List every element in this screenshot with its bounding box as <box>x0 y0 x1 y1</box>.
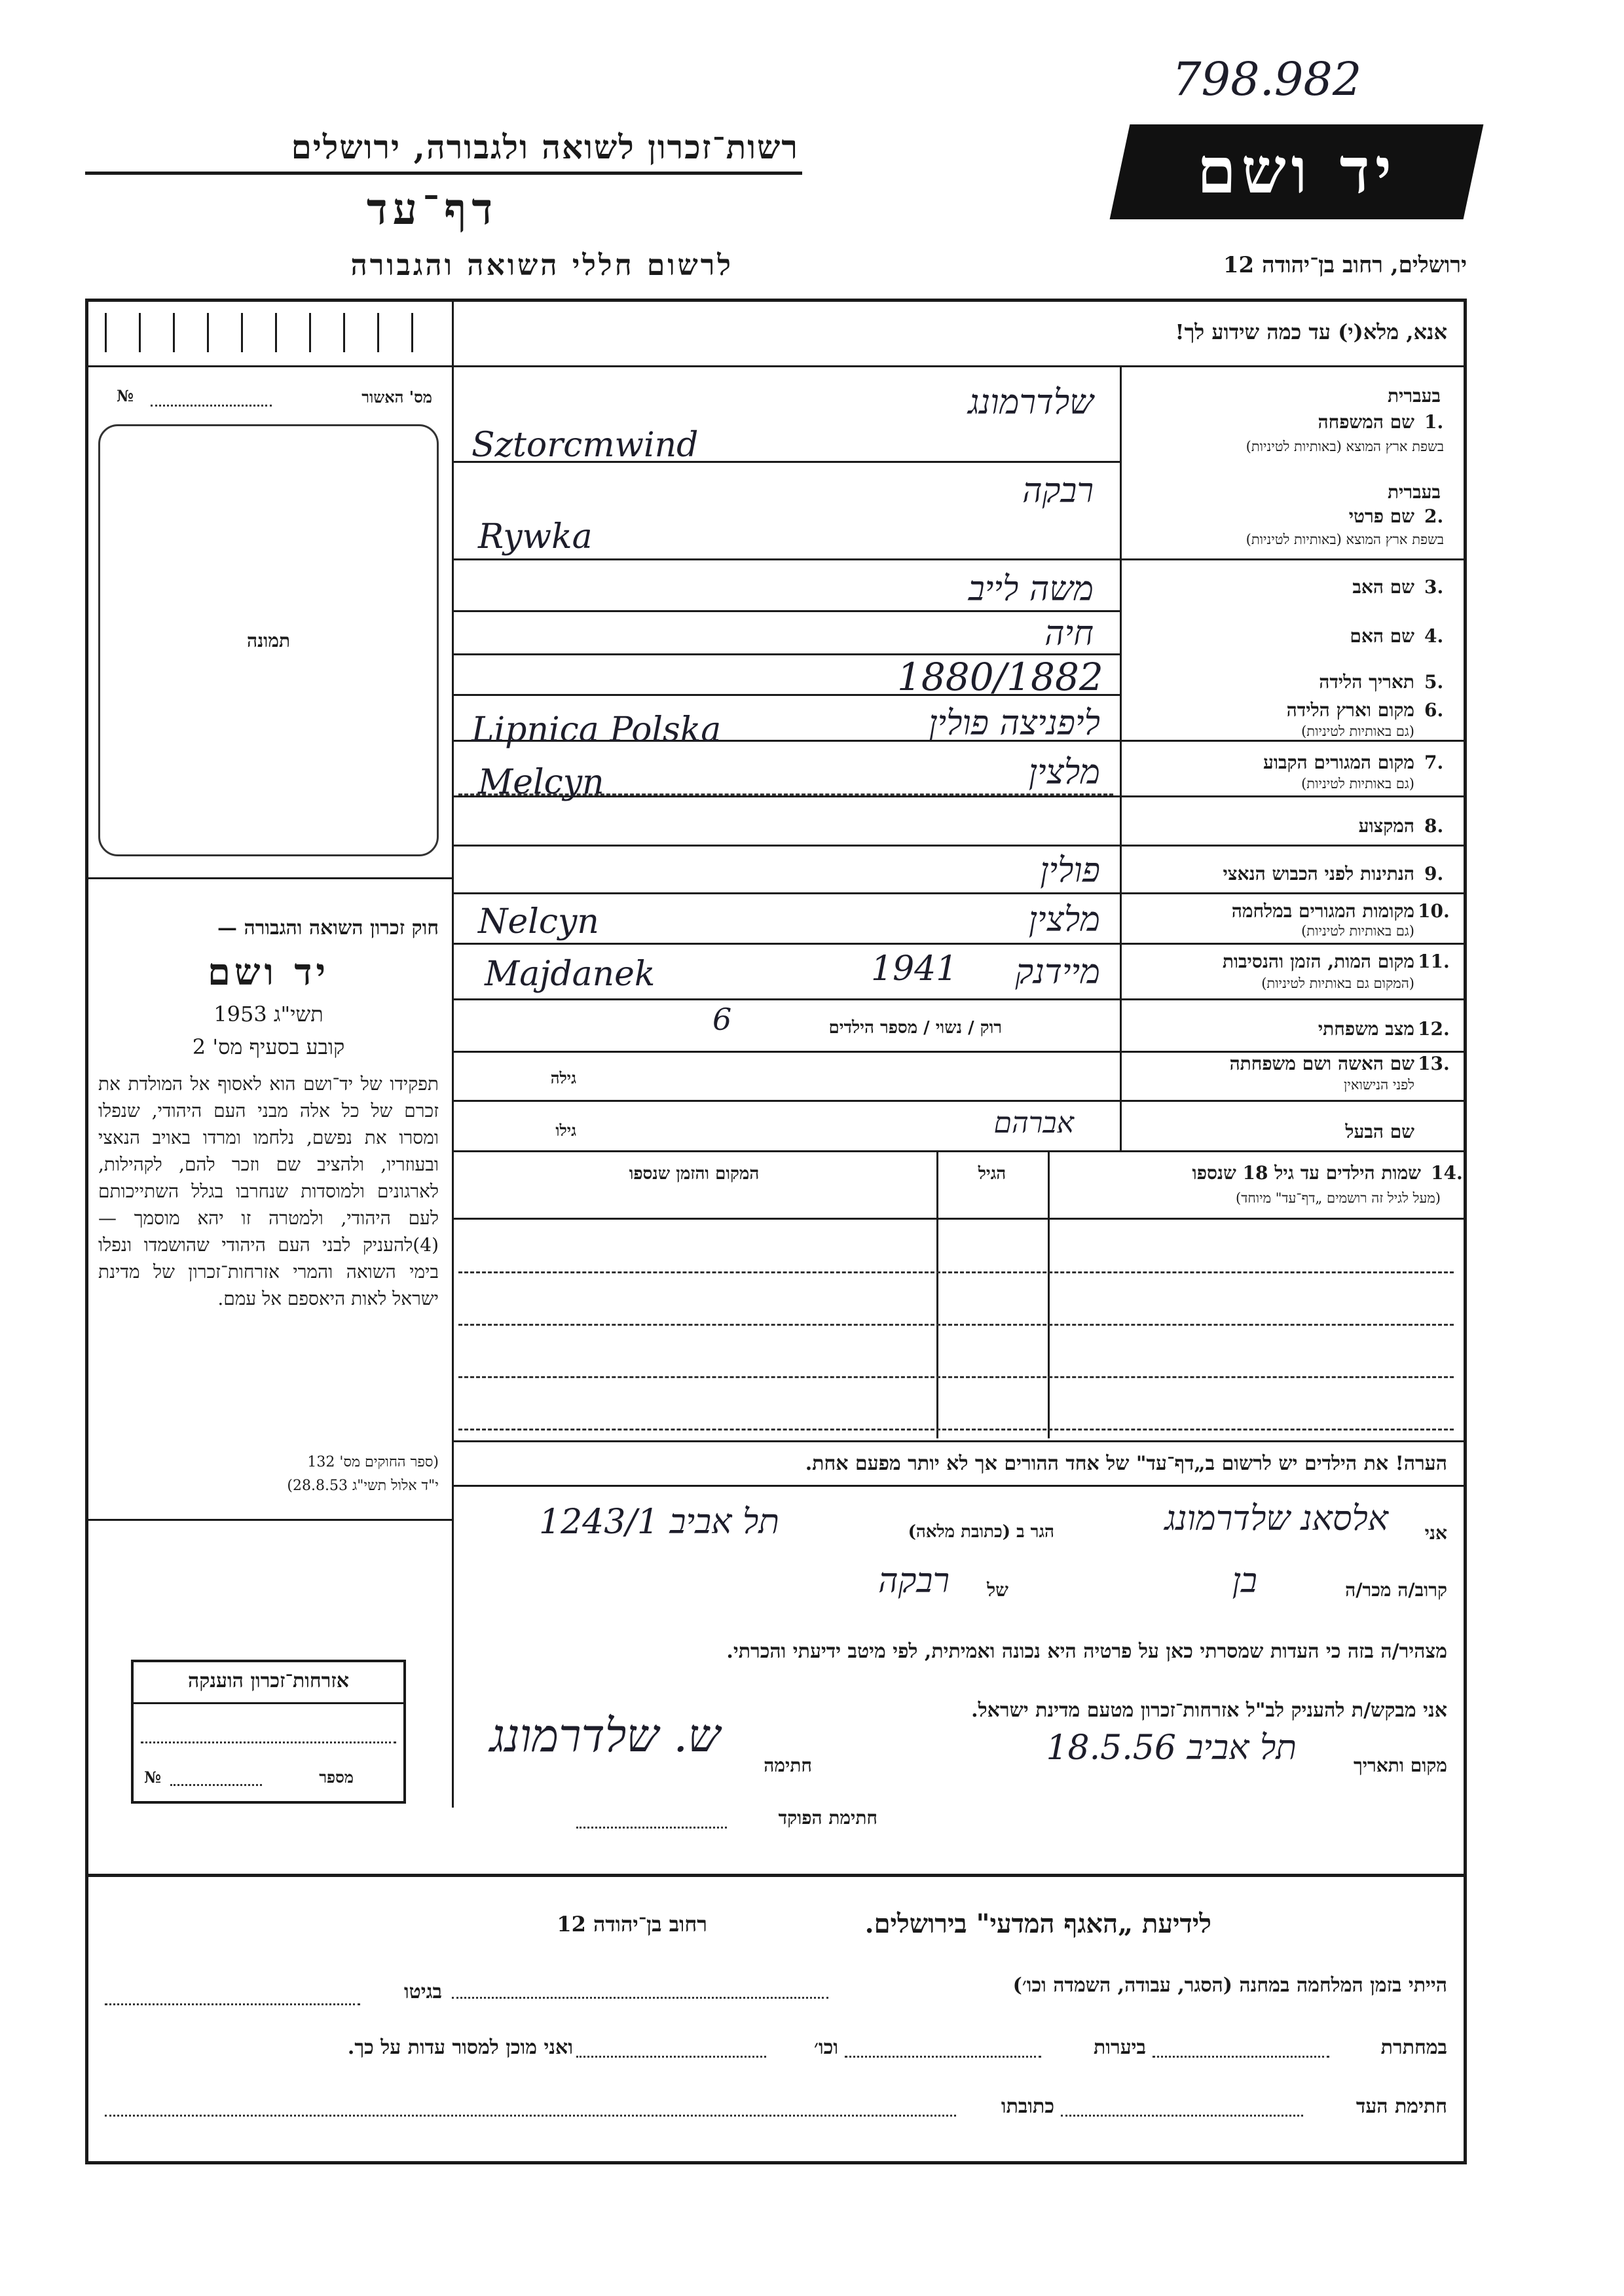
field1-label: שם המשפחה <box>1318 411 1414 433</box>
children-col-divider-2 <box>936 1150 938 1438</box>
field2-hebrew-tag: בעברית <box>1387 481 1441 503</box>
citizenship-number-label: מספר <box>319 1768 354 1787</box>
children-col-place: המקום והזמן שנספו <box>629 1164 760 1184</box>
field2-sub: בשפת ארץ המוצא (באותיות לטיניות) <box>1246 532 1444 547</box>
footer-line2-end: ואני מוכן למסור עדות על כך. <box>347 2036 573 2059</box>
field1-sub: בשפת ארץ המוצא (באותיות לטיניות) <box>1246 439 1444 454</box>
footer-address: רחוב בן־יהודה 12 <box>557 1912 707 1937</box>
field5-number: 5. <box>1424 671 1444 693</box>
field8-label: המקצוע <box>1358 815 1414 837</box>
authority-underline <box>85 172 802 175</box>
field2-number: 2. <box>1424 505 1444 527</box>
field1-hebrew-tag: בעברית <box>1387 385 1441 407</box>
law-name: יד ושם <box>207 951 330 994</box>
field4-number: 4. <box>1424 625 1444 647</box>
field11-value-latin: Majdanek <box>485 955 655 994</box>
field9-label: הנתינות לפני הכבוש הנאצי <box>1223 863 1414 884</box>
field12-options: רוק / נשוי / מספר הילדים <box>828 1018 1002 1038</box>
field9-value: פולין <box>1040 851 1100 890</box>
field13-label: שם האשה ושם משפחתה <box>1229 1053 1414 1074</box>
field12-label: מצב משפחתי <box>1318 1018 1414 1040</box>
field6-label: מקום וארץ הלידה <box>1286 699 1414 721</box>
declarant-address: תל אביב 1243/1 <box>538 1503 779 1542</box>
authority-name: רשות־זכרון לשואה ולגבורה, ירושלים <box>291 128 799 166</box>
place-date-label: מקום ותאריך <box>1353 1755 1447 1776</box>
law-body: תפקידו של יד־ושם הוא לאסוף אל המולדת את זכרם של כל אלה מבני העם היהודי, שנפלו ומסרו את נפשם, נלחמו ומרדו באויב הנאצי ובעוזריו, ולהציב שם וזכר להם, לקהילות, לארגונים ולמוסדות שנחרבו בגלל השתייכותם לעם היהודי, ולמטרה זו יהא מוסמך — (4)להעניק לבני העם היהודי שהושמדו ונפלו בימי השואה והמרי אזרחות־זכרון של מדינת ישראל לאות היאספם אל עמם. <box>98 1073 439 1309</box>
footer-line3-start: חתימת העד <box>1356 2095 1447 2118</box>
children-sub: (מעל לגיל זה רושמים „דף־עד" מיוחד) <box>1236 1190 1441 1206</box>
declarant-of-label: של <box>987 1579 1008 1601</box>
husband-label: שם הבעל <box>1345 1121 1414 1142</box>
request-text: אני מבקש/ת להעניק לב"ל אזרחות־זכרון מטעם מדינת ישראל. <box>971 1699 1447 1722</box>
field4-label: שם האם <box>1350 625 1414 647</box>
declarant-of: רבקה <box>878 1561 950 1601</box>
field10-value-latin: Nelcyn <box>478 902 599 941</box>
logo-text: יד ושם <box>1196 134 1397 208</box>
declarant-name: אלסאנ שלדרמונג <box>1164 1499 1388 1539</box>
note: הערה! את הילדים יש לרשום ב„דף־עד" של אחד ההורים אך לא יותר מפעם אחת. <box>805 1452 1447 1475</box>
husband-value: אברהם <box>993 1106 1074 1140</box>
law-heading: חוק זכרון השואה והגבורה — <box>217 917 439 939</box>
instructions-divider <box>85 365 1467 367</box>
field7-value-latin: Melcyn <box>478 763 604 802</box>
field11-sub: (המקום גם באותיות לטיניות) <box>1261 975 1414 991</box>
field6-value-hebrew: ליפניצה פולין <box>929 704 1100 743</box>
children-col-age: הגיל <box>978 1164 1006 1184</box>
declarant-relation-label: קרוב/ה מכר/ה <box>1345 1579 1447 1601</box>
law-box-bottom-line <box>85 1519 453 1521</box>
form-title: דף־עד <box>366 183 498 234</box>
declarant-relation: בן <box>1232 1561 1257 1601</box>
citizenship-no-sign: № <box>144 1768 162 1787</box>
officer-signature-label: חתימת הפוקד <box>778 1807 877 1829</box>
children-label: שמות הילדים עד גיל 18 שנספו <box>1192 1162 1421 1184</box>
field2-label: שם פרטי <box>1348 505 1414 527</box>
field13-number: 13. <box>1418 1053 1450 1074</box>
field7-value-hebrew: מלצין <box>1028 753 1100 792</box>
photo-label: תמונה <box>246 630 291 651</box>
field11-value-hebrew: מיידנק <box>1015 953 1100 992</box>
law-clause: קובע בסעיף מס' 2 <box>192 1034 345 1059</box>
address: ירושלים, רחוב בן־יהודה 12 <box>1223 252 1467 278</box>
field7-number: 7. <box>1424 752 1444 773</box>
field10-label: מקומות המגורים במלחמה <box>1231 900 1414 922</box>
field2-value-hebrew: רבקה <box>1022 471 1094 511</box>
field7-sub: (גם באותיות לטיניות) <box>1301 776 1414 792</box>
form-subtitle: לרשום חללי השואה והגבורה <box>350 249 733 282</box>
approval-no-sign: № <box>117 386 134 405</box>
field9-number: 9. <box>1424 863 1444 884</box>
footer-line2-start: במחתרת <box>1380 2036 1447 2059</box>
footer-title: לידיעת „האגף המדעי" בירושלים. <box>864 1908 1211 1939</box>
field4-value: חיה <box>1044 614 1094 653</box>
citizenship-title: אזרחות־זכרון הוענקה <box>187 1669 350 1692</box>
field3-label: שם האב <box>1352 576 1414 598</box>
signature-label: חתימה <box>764 1755 812 1776</box>
field13-sub: לפני הנישואין <box>1344 1077 1414 1093</box>
footer-line1-end: בגיטו <box>403 1980 442 2003</box>
law-year: תשי"ג 1953 <box>213 1002 323 1027</box>
field5-value: 1880/1882 <box>897 655 1103 699</box>
left-column-divider <box>452 299 454 1808</box>
field6-number: 6. <box>1424 699 1444 721</box>
footer-line3-mid: כתובתו <box>1001 2095 1054 2118</box>
instructions: אנא, מלא(י) עד כמה שידוע לך! <box>1175 319 1447 344</box>
field10-number: 10. <box>1418 900 1450 922</box>
declarant-signature: ש. שלדרמונג <box>489 1709 720 1762</box>
field1-value-latin: Sztorcmwind <box>471 426 699 465</box>
footer-divider <box>85 1874 1467 1877</box>
field6-sub: (גם באותיות לטיניות) <box>1301 723 1414 739</box>
footer-line2-mid2: וכו׳ <box>814 2036 838 2059</box>
field13-age-label: גילה <box>550 1068 576 1087</box>
footer-line1: הייתי בזמן המלחמה במחנה (הסגר, עבודה, השמדה וכו׳) <box>1012 1974 1447 1997</box>
field12-number: 12. <box>1418 1018 1450 1040</box>
field3-number: 3. <box>1424 576 1444 598</box>
children-col-divider-1 <box>1048 1150 1050 1438</box>
declarant-address-label: הגר ב (כתובת מלאה) <box>908 1522 1054 1542</box>
husband-age-label: גילו <box>555 1121 576 1140</box>
field2-value-latin: Rywka <box>478 517 593 556</box>
label-column-divider <box>1120 365 1122 1151</box>
approval-slots <box>105 313 445 352</box>
field11-value-year: 1941 <box>871 949 958 989</box>
field12-value: 6 <box>712 1002 732 1037</box>
declarant-i-label: אני <box>1424 1522 1447 1544</box>
law-box-top-line <box>85 877 453 879</box>
place-date-value: תל אביב 18.5.56 <box>1046 1728 1297 1768</box>
field5-label: תאריך הלידה <box>1319 671 1414 693</box>
field11-number: 11. <box>1418 951 1450 972</box>
yad-vashem-logo <box>1110 124 1484 219</box>
approval-dots <box>151 405 272 407</box>
footer-line2-mid1: ביערות <box>1093 2036 1146 2059</box>
field11-label: מקום המות, הזמן והנסיבות <box>1222 951 1414 972</box>
field10-sub: (גם באותיות לטיניות) <box>1301 923 1414 939</box>
field3-value: משה לייב <box>968 570 1094 609</box>
field1-value-hebrew: שלדרמונג <box>968 383 1094 422</box>
field6-value-latin: Lipnica Polska <box>471 710 722 750</box>
law-reference-2: י"ד אלול תשי"ג 28.8.53) <box>287 1478 439 1494</box>
archive-number: 798.982 <box>1172 52 1362 106</box>
field1-number: 1. <box>1424 411 1444 433</box>
field8-number: 8. <box>1424 815 1444 837</box>
field7-label: מקום המגורים הקבוע <box>1263 752 1414 773</box>
approval-label: מס' האשור <box>361 388 432 407</box>
declaration-text: מצהיר/ה בזה כי העדות שמסרתי כאן על פרטיה היא נכונה ואמיתית, לפי מיטב ידיעתי והכרתי. <box>726 1640 1447 1663</box>
children-number: 14. <box>1431 1162 1463 1184</box>
law-reference-1: (ספר החוקים מס' 132 <box>307 1454 439 1470</box>
officer-signature-dots <box>576 1827 727 1829</box>
field10-value-hebrew: מלצין <box>1028 900 1100 939</box>
